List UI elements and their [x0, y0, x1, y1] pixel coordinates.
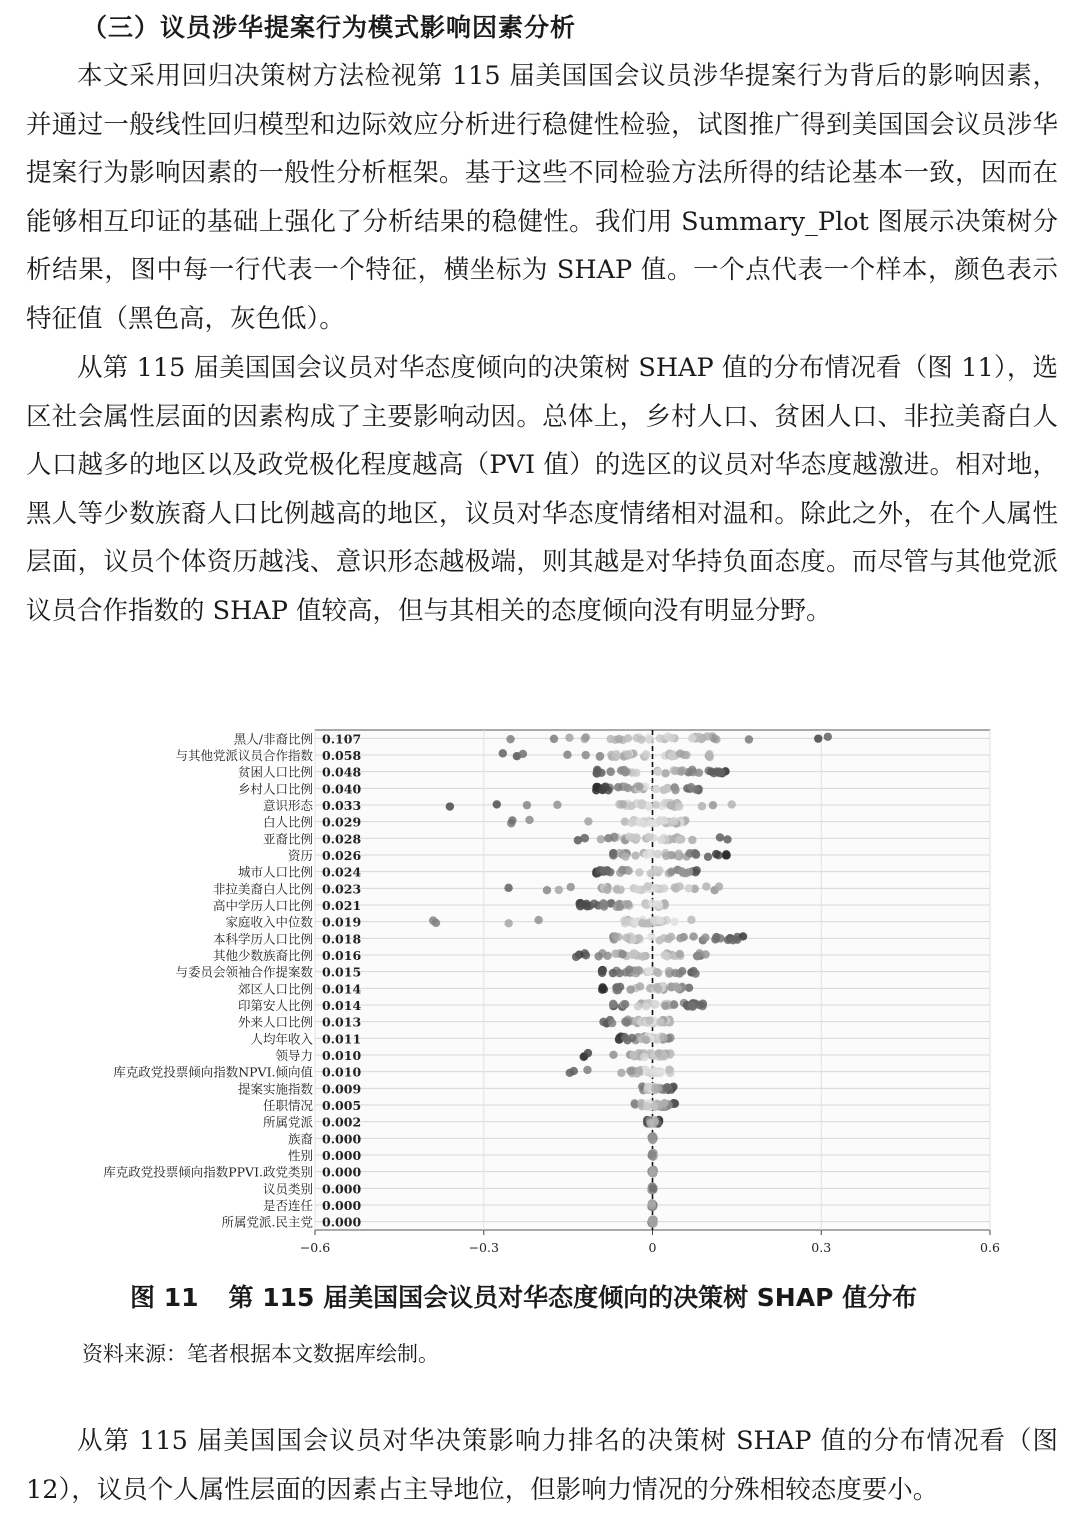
- shap-point: [574, 836, 582, 844]
- shap-point: [704, 853, 712, 861]
- feature-label: 族裔: [287, 1131, 313, 1147]
- shap-point: [553, 801, 561, 809]
- shap-point: [618, 950, 626, 958]
- shap-point: [661, 951, 669, 959]
- shap-point: [631, 851, 639, 859]
- shap-point: [543, 886, 551, 894]
- feature-importance: 0.107: [322, 731, 362, 747]
- shap-point: [615, 969, 623, 977]
- shap-point: [525, 816, 533, 824]
- feature-label: 所属党派.民主党: [221, 1214, 313, 1230]
- shap-point: [624, 784, 632, 792]
- shap-point: [659, 1033, 667, 1041]
- shap-point: [663, 1083, 671, 1091]
- shap-point: [670, 918, 678, 926]
- shap-point: [620, 916, 628, 924]
- body-paragraph-1: 本文采用回归决策树方法检视第 115 届美国国会议员涉华提案行为背后的影响因素，并通过一般线性回归模型和边际效应分析进行稳健性检验，试图推广得到美国国会议员涉华提案行为影响因素的一般性分析框架。基于这些不同检验方法所得的结论基本一致，因而在能够相互印证的基础上强化了分析结果的稳健性。我们用 Summary_Plot 图展示决策树分析结果，图中每一行代表一个特征，横坐标为 SHAP 值。一个点代表一个样本，颜色表示特征值（黑色高，灰色低）。: [26, 61, 1058, 334]
- shap-point: [676, 749, 684, 757]
- feature-importance: 0.026: [322, 848, 362, 863]
- shap-point: [685, 884, 693, 892]
- shap-point: [814, 734, 822, 742]
- shap-point: [646, 736, 654, 744]
- shap-point: [655, 936, 663, 944]
- shap-point: [621, 852, 629, 860]
- shap-point: [645, 1016, 653, 1024]
- shap-point: [660, 1052, 668, 1060]
- feature-label: 印第安人比例: [237, 998, 313, 1013]
- feature-label: 郊区人口比例: [237, 981, 313, 997]
- shap-point: [613, 983, 621, 991]
- shap-point: [648, 1199, 656, 1207]
- feature-label: 与委员会领袖合作提案数: [175, 964, 313, 980]
- shap-point: [618, 866, 626, 874]
- shap-point: [609, 849, 617, 857]
- shap-point: [687, 916, 695, 924]
- shap-point: [640, 1053, 648, 1061]
- x-tick-label: −0.3: [468, 1240, 499, 1255]
- shap-point: [642, 1036, 650, 1044]
- shap-point: [616, 903, 624, 911]
- shap-point: [582, 751, 590, 759]
- feature-importance: 0.005: [322, 1098, 362, 1113]
- feature-label: 亚裔比例: [262, 831, 313, 847]
- shap-point: [647, 933, 655, 941]
- shap-point: [624, 734, 632, 742]
- shap-point: [699, 1000, 707, 1008]
- shap-point: [661, 769, 669, 777]
- shap-point: [664, 935, 672, 943]
- shap-point: [600, 902, 608, 910]
- shap-point: [534, 916, 542, 924]
- shap-point: [613, 885, 621, 893]
- shap-point: [716, 833, 724, 841]
- shap-point: [671, 786, 679, 794]
- shap-point: [701, 933, 709, 941]
- shap-point: [677, 767, 685, 775]
- shap-point: [632, 833, 640, 841]
- shap-point: [594, 952, 602, 960]
- shap-point: [504, 919, 512, 927]
- shap-point: [581, 834, 589, 842]
- shap-point: [723, 835, 731, 843]
- shap-point: [429, 916, 437, 924]
- section-heading: （三）议员涉华提案行为模式影响因素分析: [82, 13, 577, 42]
- shap-point: [446, 802, 454, 810]
- shap-point: [650, 1102, 658, 1110]
- feature-importance: 0.013: [322, 1014, 362, 1030]
- shap-point: [660, 884, 668, 892]
- shap-point: [651, 1000, 659, 1008]
- shap-point: [712, 933, 720, 941]
- figure-number: 图 11: [130, 1283, 199, 1312]
- shap-point: [638, 919, 646, 927]
- shap-point: [661, 1002, 669, 1010]
- shap-point: [619, 800, 627, 808]
- shap-point: [670, 1001, 678, 1009]
- shap-point: [584, 817, 592, 825]
- shap-point: [550, 735, 558, 743]
- feature-label: 库克政党投票倾向指数NPVI.倾向值: [113, 1064, 313, 1080]
- shap-point: [604, 834, 612, 842]
- shap-point: [622, 1018, 630, 1026]
- feature-importance: 0.014: [322, 981, 362, 997]
- shap-point: [597, 769, 605, 777]
- shap-point: [676, 934, 684, 942]
- shap-point: [662, 852, 670, 860]
- feature-label: 库克政党投票倾向指数PPVI.政党类别: [103, 1164, 313, 1180]
- shap-point: [688, 766, 696, 774]
- shap-point: [598, 985, 606, 993]
- shap-point: [621, 1033, 629, 1041]
- shap-point: [584, 1049, 592, 1057]
- shap-point: [642, 851, 650, 859]
- feature-importance: 0.000: [322, 1164, 362, 1180]
- shap-point: [599, 1018, 607, 1026]
- shap-point: [615, 735, 623, 743]
- body-paragraph-3: 从第 115 届美国国会议员对华决策影响力排名的决策树 SHAP 值的分布情况看（图 12），议员个人属性层面的因素占主导地位，但影响力情况的分殊相较态度要小。: [26, 1426, 1058, 1505]
- feature-label: 乡村人口比例: [237, 781, 313, 797]
- shap-point: [625, 833, 633, 841]
- shap-point: [606, 868, 614, 876]
- shap-point: [626, 1067, 634, 1075]
- feature-importance: 0.024: [322, 864, 362, 880]
- feature-label: 所属党派: [262, 1114, 313, 1130]
- shap-point: [572, 953, 580, 961]
- feature-importance: 0.040: [322, 781, 362, 797]
- shap-point: [654, 768, 662, 776]
- shap-point: [643, 1102, 651, 1110]
- shap-point: [566, 1069, 574, 1077]
- shap-point: [606, 735, 614, 743]
- shap-point: [657, 836, 665, 844]
- shap-point: [671, 883, 679, 891]
- shap-point: [590, 899, 598, 907]
- shap-point: [625, 965, 633, 973]
- shap-point: [642, 750, 650, 758]
- feature-importance: 0.048: [322, 764, 362, 780]
- feature-label: 意识形态: [262, 798, 313, 813]
- shap-point: [675, 802, 683, 810]
- feature-importance: 0.015: [322, 964, 362, 980]
- feature-label: 领导力: [275, 1048, 313, 1063]
- feature-label: 城市人口比例: [237, 864, 313, 880]
- shap-point: [652, 785, 660, 793]
- shap-point: [648, 899, 656, 907]
- feature-label: 家庭收入中位数: [225, 914, 313, 930]
- shap-point: [621, 768, 629, 776]
- shap-point: [663, 785, 671, 793]
- shap-point: [582, 900, 590, 908]
- shap-point: [612, 750, 620, 758]
- shap-point: [609, 1000, 617, 1008]
- shap-point: [644, 1083, 652, 1091]
- shap-point: [645, 833, 653, 841]
- x-tick-label: 0.6: [980, 1240, 1000, 1255]
- shap-point: [715, 882, 723, 890]
- feature-label: 贫困人口比例: [237, 764, 313, 780]
- shap-point: [692, 866, 700, 874]
- shap-point: [702, 882, 710, 890]
- shap-point: [596, 752, 604, 760]
- shap-point: [656, 916, 664, 924]
- feature-label: 与其他党派议员合作指数: [175, 748, 313, 763]
- shap-point: [637, 801, 645, 809]
- feature-label: 外来人口比例: [237, 1014, 313, 1030]
- shap-point: [647, 1133, 655, 1141]
- feature-importance: 0.011: [322, 1031, 362, 1047]
- shap-point: [508, 816, 516, 824]
- shap-point: [622, 933, 630, 941]
- feature-importance: 0.000: [322, 1181, 362, 1197]
- shap-point: [637, 735, 645, 743]
- feature-label: 资历: [287, 848, 313, 863]
- feature-label: 非拉美裔白人比例: [212, 881, 313, 897]
- shap-point: [608, 1019, 616, 1027]
- shap-point: [624, 751, 632, 759]
- shap-point: [648, 1150, 656, 1158]
- figure-caption: [130, 1278, 917, 1314]
- shap-point: [654, 969, 662, 977]
- feature-label: 其他少数族裔比例: [212, 948, 313, 963]
- shap-point: [667, 751, 675, 759]
- shap-point: [679, 869, 687, 877]
- shap-point: [649, 1169, 657, 1177]
- shap-point: [504, 884, 512, 892]
- feature-label: 白人比例: [262, 814, 313, 830]
- shap-point: [635, 1067, 643, 1075]
- shap-point: [675, 836, 683, 844]
- shap-point: [712, 767, 720, 775]
- shap-point: [493, 800, 501, 808]
- shap-point: [667, 867, 675, 875]
- feature-label: 黑人/非裔比例: [233, 731, 313, 747]
- feature-label: 任职情况: [262, 1098, 313, 1113]
- feature-label: 本科学历人口比例: [212, 931, 313, 947]
- shap-point: [555, 886, 563, 894]
- shap-point: [567, 883, 575, 891]
- feature-importance: 0.019: [322, 914, 362, 930]
- shap-point: [603, 886, 611, 894]
- feature-importance: 0.000: [322, 1148, 362, 1163]
- feature-label: 人均年收入: [250, 1031, 313, 1047]
- shap-point: [656, 734, 664, 742]
- shap-point: [626, 985, 634, 993]
- feature-importance: 0.009: [322, 1081, 362, 1097]
- shap-point: [627, 819, 635, 827]
- shap-point: [621, 1000, 629, 1008]
- shap-point: [640, 819, 648, 827]
- feature-importance: 0.028: [322, 831, 362, 847]
- shap-point: [565, 733, 573, 741]
- shap-point: [642, 1002, 650, 1010]
- feature-label: 是否连任: [262, 1198, 313, 1213]
- feature-importance: 0.021: [322, 898, 362, 913]
- shap-point: [667, 734, 675, 742]
- shap-point: [582, 733, 590, 741]
- shap-point: [645, 967, 653, 975]
- shap-point: [636, 982, 644, 990]
- feature-importance: 0.016: [322, 948, 362, 963]
- x-tick-label: 0.3: [811, 1240, 832, 1255]
- shap-point: [633, 885, 641, 893]
- shap-point: [611, 932, 619, 940]
- shap-point: [691, 969, 699, 977]
- shap-point: [722, 851, 730, 859]
- shap-point: [609, 1051, 617, 1059]
- shap-point: [687, 783, 695, 791]
- shap-point: [656, 1018, 664, 1026]
- shap-point: [647, 869, 655, 877]
- shap-point: [519, 750, 527, 758]
- shap-point: [654, 850, 662, 858]
- feature-importance: 0.014: [322, 998, 362, 1013]
- shap-point: [688, 836, 696, 844]
- shap-point: [654, 985, 662, 993]
- shap-point: [697, 735, 705, 743]
- feature-importance: 0.000: [322, 1198, 362, 1213]
- shap-point: [598, 786, 606, 794]
- shap-point: [693, 952, 701, 960]
- shap-point: [617, 1069, 625, 1077]
- shap-point: [671, 969, 679, 977]
- feature-label: 提案实施指数: [237, 1081, 313, 1097]
- shap-point: [635, 868, 643, 876]
- shap-point: [689, 932, 697, 940]
- shap-point: [649, 1184, 657, 1192]
- shap-point: [660, 1099, 668, 1107]
- shap-point: [824, 733, 832, 741]
- shap-point: [634, 1002, 642, 1010]
- feature-importance: 0.033: [322, 798, 362, 813]
- shap-point: [676, 950, 684, 958]
- shap-point: [629, 1051, 637, 1059]
- shap-point: [635, 782, 643, 790]
- shap-point: [712, 850, 720, 858]
- feature-label: 议员类别: [262, 1181, 313, 1197]
- shap-point: [652, 801, 660, 809]
- body-paragraph-2: 从第 115 届美国国会议员对华态度倾向的决策树 SHAP 值的分布情况看（图 11），选区社会属性层面的因素构成了主要影响动因。总体上，乡村人口、贫困人口、非拉美裔白人人口越多的地区以及政党极化程度越高（PVI 值）的选区的议员对华态度越激进。相对地，黑人等少数族裔人口比例越高的地区，议员对华态度情绪相对温和。除此之外，在个人属性层面，议员个体资历越浅、意识形态越极端，则其越是对华持负面态度。而尽管与其他党派议员合作指数的 SHAP 值较高，但与其相关的态度倾向没有明显分野。: [26, 353, 1058, 626]
- shap-point: [638, 952, 646, 960]
- feature-importance: 0.018: [322, 931, 362, 947]
- shap-point: [656, 1068, 664, 1076]
- shap-point: [655, 866, 663, 874]
- shap-point: [648, 1216, 656, 1224]
- feature-label: 高中学历人口比例: [212, 898, 313, 913]
- shap-point: [499, 749, 507, 757]
- shap-point: [692, 850, 700, 858]
- shap-point: [632, 769, 640, 777]
- shap-point: [709, 801, 717, 809]
- shap-point: [603, 952, 611, 960]
- shap-point: [563, 751, 571, 759]
- shap-point: [607, 768, 615, 776]
- shap-point: [523, 801, 531, 809]
- shap-point: [688, 734, 696, 742]
- shap-point: [506, 735, 514, 743]
- shap-point: [745, 735, 753, 743]
- feature-label: 性别: [287, 1148, 313, 1163]
- x-tick-label: −0.6: [299, 1240, 331, 1255]
- shap-point: [614, 783, 622, 791]
- feature-importance: 0.058: [322, 748, 362, 763]
- figure-title: 第 115 届美国国会议员对华态度倾向的决策树 SHAP 值分布: [228, 1283, 918, 1312]
- shap-point: [670, 817, 678, 825]
- shap-point: [651, 1118, 659, 1126]
- feature-importance: 0.000: [322, 1131, 362, 1147]
- shap-point: [688, 1001, 696, 1009]
- shap-point: [598, 967, 606, 975]
- shap-point: [729, 936, 737, 944]
- shap-point: [628, 951, 636, 959]
- shap-point: [634, 966, 642, 974]
- feature-importance: 0.029: [322, 814, 362, 830]
- shap-point: [583, 1066, 591, 1074]
- shap-point: [728, 800, 736, 808]
- shap-summary-plot: [60, 722, 1000, 1262]
- shap-point: [665, 1066, 673, 1074]
- figure-source: 资料来源：笔者根据本文数据库绘制。: [82, 1342, 439, 1366]
- shap-point: [705, 750, 713, 758]
- feature-importance: 0.010: [322, 1064, 362, 1080]
- shap-point: [624, 900, 632, 908]
- shap-point: [667, 801, 675, 809]
- feature-importance: 0.010: [322, 1048, 362, 1063]
- shap-point: [674, 984, 682, 992]
- shap-point: [660, 816, 668, 824]
- feature-importance: 0.023: [322, 881, 362, 897]
- shap-point: [647, 819, 655, 827]
- shap-point: [644, 882, 652, 890]
- shap-point: [597, 835, 605, 843]
- feature-importance: 0.002: [322, 1114, 362, 1130]
- feature-importance: 0.000: [322, 1214, 362, 1230]
- shap-point: [698, 802, 706, 810]
- x-tick-label: 0: [648, 1240, 657, 1255]
